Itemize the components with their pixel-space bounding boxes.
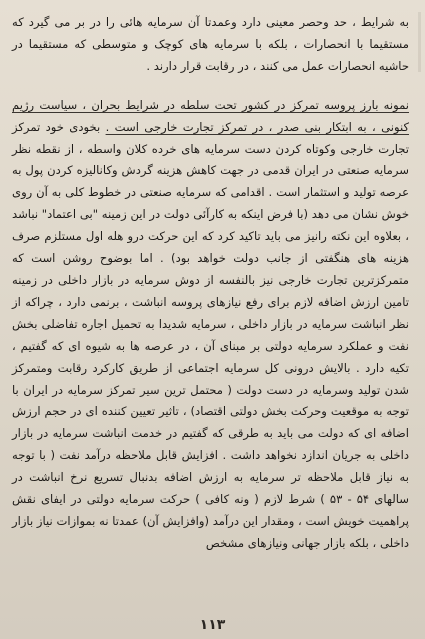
paragraph-1: به شرایط ، حد وحصر معینی دارد وعمدتا آن سرمایه هائی را در بر می گیرد که مستقیما با انحصارات ، بلکه با سرمایه های کوچک و متوسطی که مستقیما در حاشیه انحصارات عمل می کنند ، در رقابت قرار دارند .	[12, 15, 409, 73]
paragraph-2-body: بخودی خود تمرکز تجارت خارجی وکوتاه کردن دست سرمایه های خرده کلان واسطه ، از نقطه نظر سرمایه صنعتی در ایران قدمی در جهت کاهش هزینه گردش وکانالیزه کردن پول به عرصه تولید و استثمار است . اقدامی که سرمایه صنعتی در خطوط کلی به آن روی خوش نشان می دهد (با فرض اینکه به کارآئی دولت در این زمینه "بی اعتماد" نباشد ، بعلاوه این نکته رانیز می باید تاکید کرد که این حرکت درو هله اول مستلزم صرف هزینه های هنگفتی از جانب دولت خواهد بود) . اما بوضوح روشن است که متمرکزترین تجارت خارجی نیز بالنفسه از دوش سرمایه در بازار داخلی در زمینه تامین ارزش اضافه لازم برای رفع نیازهای پروسه انباشت ، برنمی دارد ، چراکه از نظر انباشت سرمایه در بازار داخلی ، سرمایه شدیدا به تحمیل اجاره تفاضلی بخش نفت و عملکرد سرمایه دولتی بر مبنای آن ، در عرصه ها به شیوه ای که گفتیم ، تکیه دارد . بالایش درونی کل سرمایه اجتماعی از طریق کارکرد رقابت ومتمرکز شدن تولید وسرمایه در دست دولت ( محتمل ترین سیر تمرکز سرمایه در ایران با توجه به موقعیت وحرکت بخش دولتی اقتصاد) ، تاثیر تعیین کننده ای در حجم ارزش اضافه ای که دولت می باید به طرقی که گفتیم در خدمت انباشت سرمایه در بازار داخلی به جریان اندازد نخواهد داشت . افزایش قابل ملاحظه درآمد نفت ( با توجه به نیاز قابل ملاحظه تر سرمایه به ارزش اضافه بدنبال تسریع نرخ انباشت در سالهای ۵۴ - ۵۳ ) شرط لازم ( ونه کافی ) حرکت سرمایه دولتی در ایفای نقش پراهمیت خویش است ، ومقدار این درآمد (وافزایش آن) عمدتا نه بموازات نیاز بازار داخلی ، بلکه بازار جهانی ونیازهای مشخص	[12, 119, 409, 550]
underlined-lead-sentence: نمونه بارز پروسه تمرکز در کشور تحت سلطه در شرایط بحران ، سیاست رژیم کنونی ، به ابتکار بنی صدر ، در تمرکز تجارت خارجی است .	[12, 97, 409, 134]
margin-shadow	[418, 12, 421, 72]
paragraph-2	[12, 95, 409, 555]
page-number: ۱۱۳	[199, 617, 226, 633]
